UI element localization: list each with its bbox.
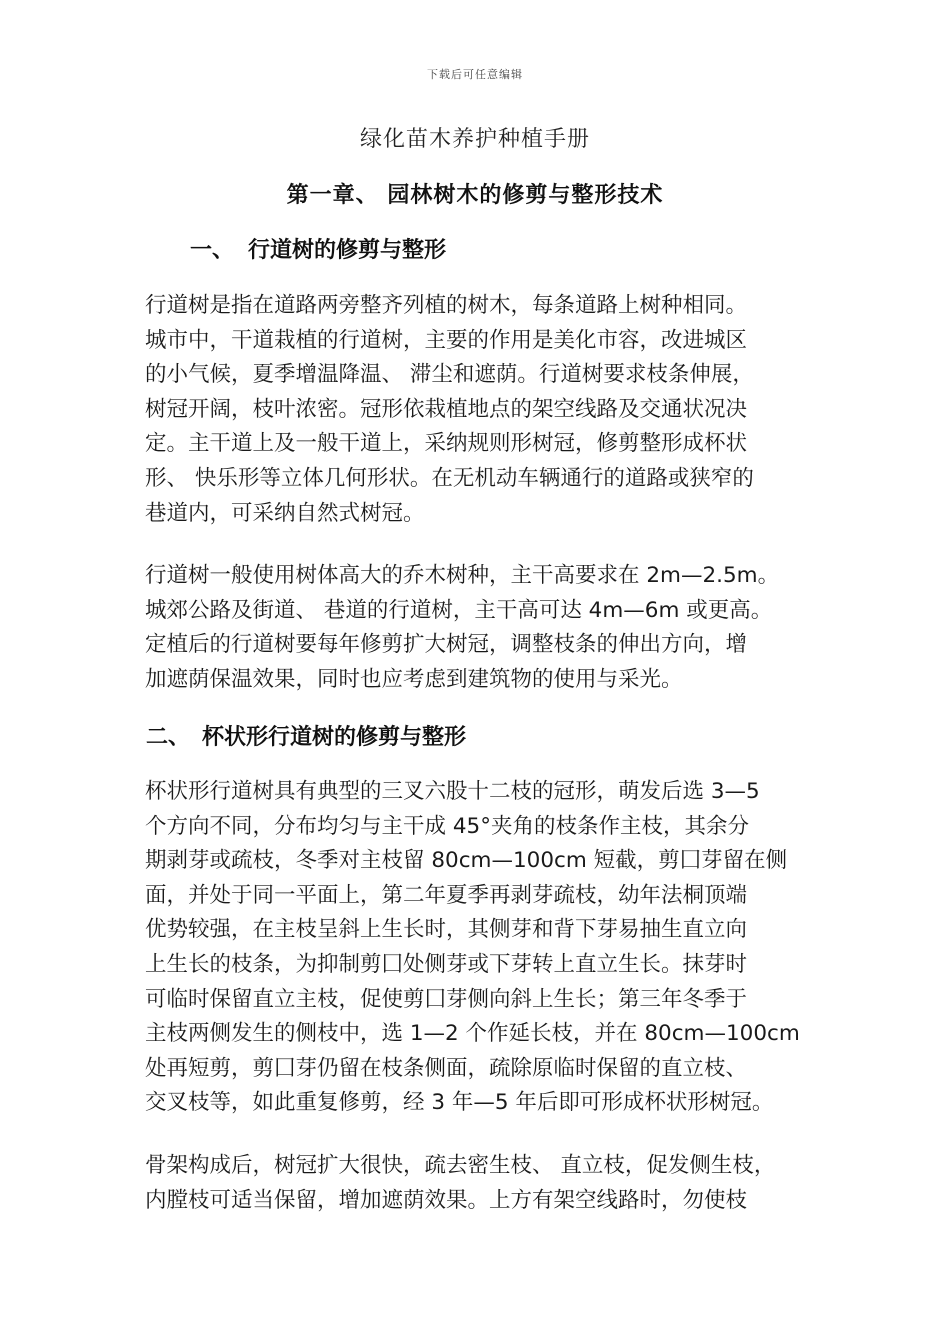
text-line: 面，并处于同一平面上，第二年夏季再剥芽疏枝，幼年法桐顶端 <box>145 882 748 908</box>
text-line: 主枝两侧发生的侧枝中，选 1—2 个作延长枝，并在 80cm—100cm <box>145 1021 800 1047</box>
text-line: 杯状形行道树具有典型的三叉六股十二枝的冠形，萌发后选 3—5 <box>145 779 760 804</box>
section-heading-1 <box>190 233 446 264</box>
text-line: 巷道内，可采纳自然式树冠。 <box>145 500 425 526</box>
text-line: 个方向不同，分布均匀与主干成 45°夹角的枝条作主枝，其余分 <box>145 813 749 839</box>
paragraph-3 <box>145 775 817 1121</box>
text-line: 的小气候，夏季增温降温、 滞尘和遮荫。行道树要求枝条伸展， <box>145 362 754 388</box>
text-line: 行道树是指在道路两旁整齐列植的树木，每条道路上树种相同。 <box>145 293 748 318</box>
chapter-title: 第一章、 园林树木的修剪与整形技术 <box>286 183 664 208</box>
header-note: 下载后可任意编辑 <box>427 68 523 81</box>
text-line: 定。主干道上及一般干道上，采纳规则形树冠，修剪整形成杯状 <box>145 431 748 457</box>
section-heading-2 <box>146 720 466 751</box>
paragraph-1 <box>145 289 817 531</box>
text-line: 城郊公路及街道、 巷道的行道树，主干高可达 4m—6m 或更高。 <box>145 597 773 623</box>
text-line: 期剥芽或疏枝，冬季对主枝留 80cm—100cm 短截，剪囗芽留在侧 <box>145 848 788 874</box>
text-line: 定植后的行道树要每年修剪扩大树冠，调整枝条的伸出方向，增 <box>145 632 748 658</box>
text-line: 内膛枝可适当保留，增加遮荫效果。上方有架空线路时，勿使枝 <box>145 1187 748 1213</box>
text-line: 行道树一般使用树体高大的乔木树种，主干高要求在 2m—2.5m。 <box>145 563 780 588</box>
text-line: 树冠开阔，枝叶浓密。冠形依栽植地点的架空线路及交通状况决 <box>145 396 748 422</box>
document-title: 绿化苗木养护种植手册 <box>359 127 590 152</box>
paragraph-4 <box>145 1149 817 1218</box>
paragraph-2 <box>145 559 817 697</box>
text-line: 骨架构成后，树冠扩大很快，疏去密生枝、 直立枝，促发侧生枝， <box>145 1153 776 1178</box>
text-line: 交叉枝等，如此重复修剪，经 3 年—5 年后即可形成杯状形树冠。 <box>145 1090 774 1116</box>
text-line: 形、 快乐形等立体几何形状。在无机动车辆通行的道路或狭窄的 <box>145 465 754 491</box>
text-line: 上生长的枝条，为抑制剪囗处侧芽或下芽转上直立生长。抹芽时 <box>145 951 748 977</box>
section-title: 行道树的修剪与整形 <box>248 238 447 263</box>
text-line: 处再短剪，剪囗芽仍留在枝条侧面，疏除原临时保留的直立枝、 <box>145 1055 748 1081</box>
text-line: 城市中，干道栽植的行道树，主要的作用是美化市容，改进城区 <box>145 327 748 353</box>
section-number: 二、 <box>146 725 191 750</box>
section-title: 杯状形行道树的修剪与整形 <box>202 725 467 750</box>
text-line: 加遮荫保温效果，同时也应考虑到建筑物的使用与采光。 <box>145 666 683 692</box>
section-number: 一、 <box>190 238 235 263</box>
text-line: 可临时保留直立主枝，促使剪囗芽侧向斜上生长；第三年冬季于 <box>145 986 748 1012</box>
text-line: 优势较强，在主枝呈斜上生长时，其侧芽和背下芽易抽生直立向 <box>145 917 748 943</box>
